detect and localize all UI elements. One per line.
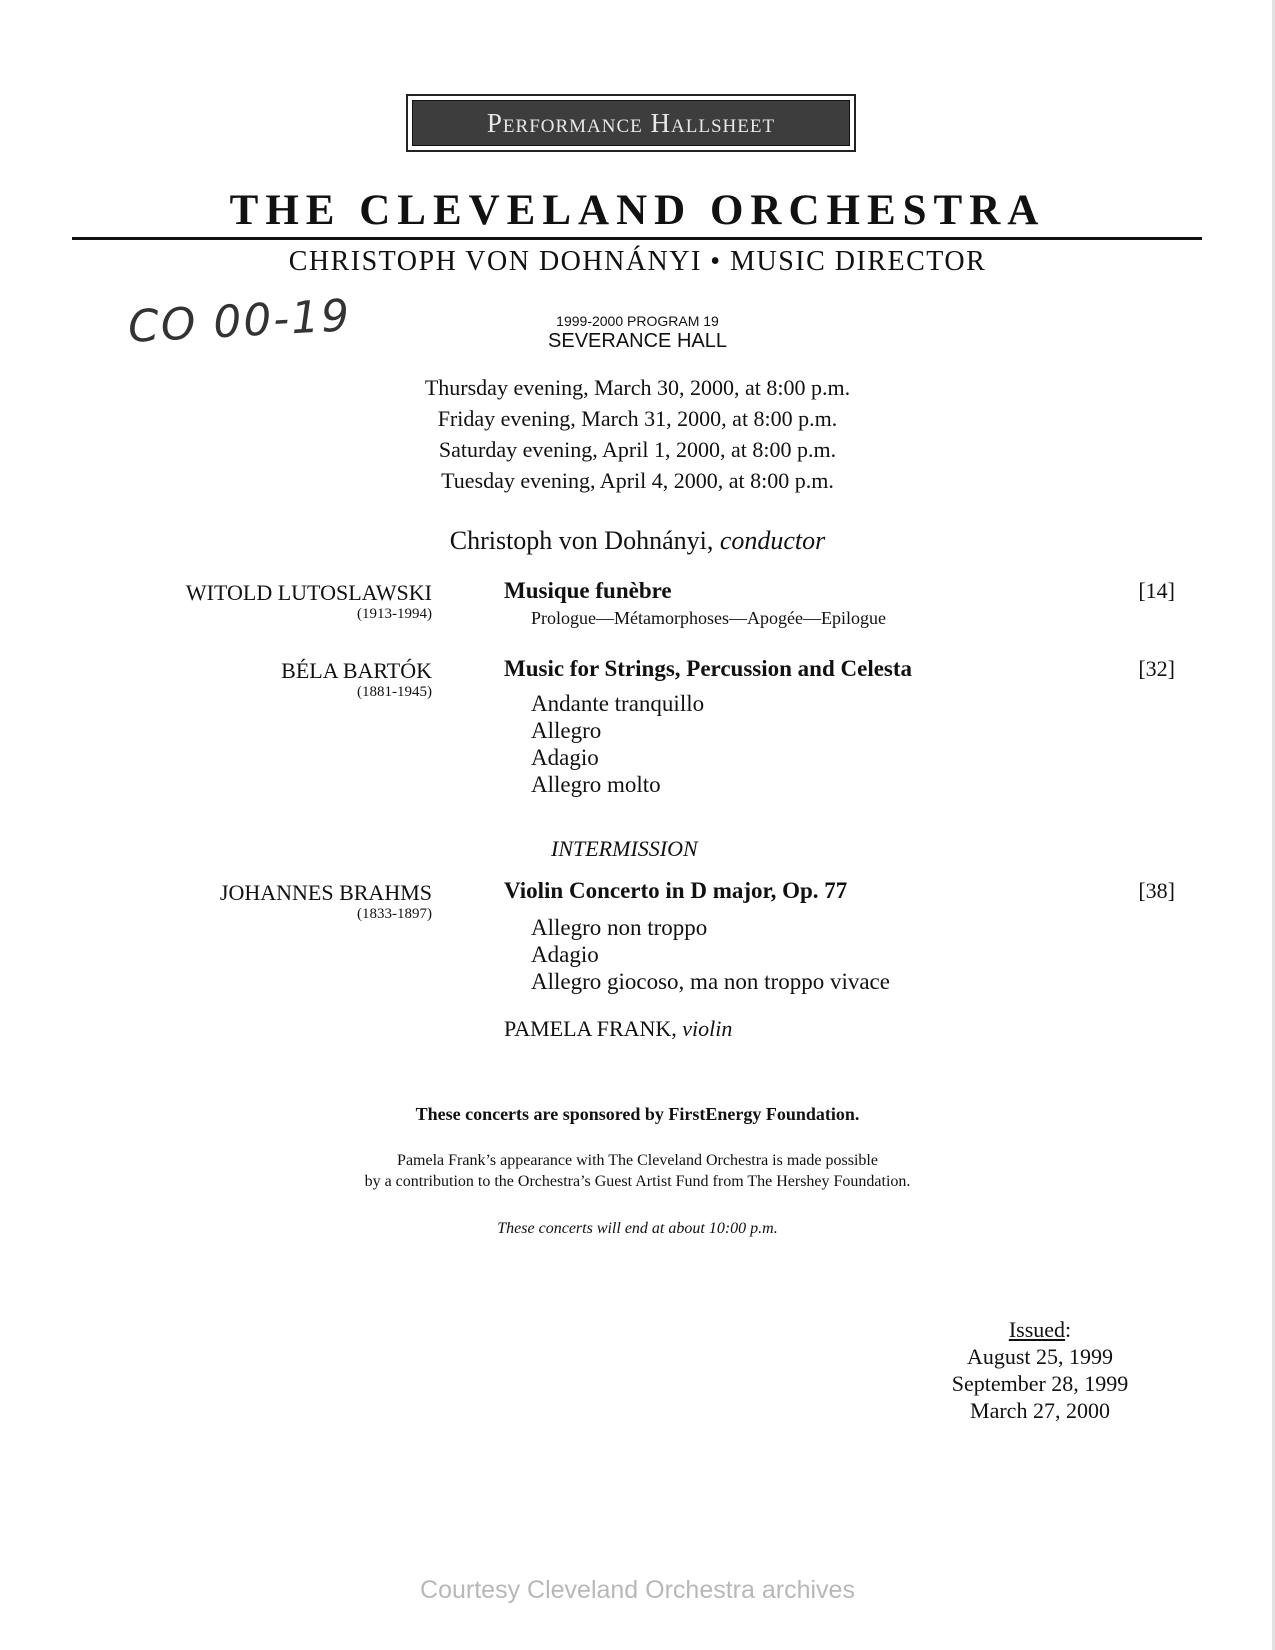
movement: Allegro non troppo	[531, 915, 708, 940]
performance-date: Friday evening, March 31, 2000, at 8:00 p.m.	[437, 406, 838, 431]
movements-line: Prologue—Métamorphoses—Apogée—Epilogue	[531, 608, 886, 628]
handwritten-code: CO 00-19	[126, 290, 353, 353]
movement-list	[531, 914, 890, 995]
soloist-name: PAMELA FRANK,	[504, 1016, 677, 1041]
composer-years: (1913-1994)	[357, 606, 432, 622]
program-number: 1999-2000 PROGRAM 19	[556, 313, 719, 329]
movement: Andante tranquillo	[531, 691, 705, 716]
music-director-line: CHRISTOPH VON DOHNÁNYI • MUSIC DIRECTOR	[288, 246, 987, 277]
work-title: Violin Concerto in D major, Op. 77	[504, 878, 848, 903]
composer-years: (1833-1897)	[357, 906, 432, 922]
movement: Adagio	[531, 745, 599, 770]
performance-dates	[0, 372, 1275, 496]
work-duration: [32]	[1138, 656, 1175, 681]
composer-name: BÉLA BARTÓK	[281, 658, 432, 683]
title-divider	[72, 237, 1202, 240]
archive-credit: Courtesy Cleveland Orchestra archives	[420, 1576, 855, 1604]
work-title: Musique funèbre	[504, 578, 672, 603]
guest-note-line: by a contribution to the Orchestra’s Guest Artist Fund from The Hershey Foundation.	[364, 1173, 911, 1190]
movement: Adagio	[531, 942, 599, 967]
guest-note-line: Pamela Frank’s appearance with The Cleveland Orchestra is made possible	[397, 1152, 878, 1169]
composer-name: WITOLD LUTOSLAWSKI	[185, 580, 432, 605]
conductor-line	[0, 526, 1275, 556]
conductor-name: Christoph von Dohnányi,	[449, 526, 714, 555]
end-time-note: These concerts will end at about 10:00 p.m.	[497, 1220, 778, 1237]
issued-date: March 27, 2000	[970, 1398, 1110, 1423]
soloist-line	[504, 1016, 732, 1042]
intermission: INTERMISSION	[551, 836, 698, 861]
work-duration: [38]	[1138, 878, 1175, 903]
composer-years: (1881-1945)	[357, 684, 432, 700]
work-duration: [14]	[1138, 578, 1175, 603]
issued-block: Issued: August 25, 1999 September 28, 1999 March 27, 2000	[920, 1316, 1160, 1424]
issued-date: August 25, 1999	[966, 1344, 1114, 1369]
guest-artist-note	[0, 1150, 1275, 1192]
movement-list	[531, 690, 704, 798]
orchestra-title: THE CLEVELAND ORCHESTRA	[229, 187, 1046, 234]
performance-date: Thursday evening, March 30, 2000, at 8:00 p.m.	[424, 375, 851, 400]
hallsheet-badge-label: Performance Hallsheet	[412, 100, 850, 146]
soloist-instrument: violin	[682, 1016, 733, 1041]
hallsheet-badge	[406, 94, 856, 152]
composer-name: JOHANNES BRAHMS	[219, 880, 432, 905]
issued-label: Issued	[1008, 1317, 1066, 1342]
movement: Allegro	[531, 718, 602, 743]
venue: SEVERANCE HALL	[548, 330, 727, 352]
performance-date: Saturday evening, April 1, 2000, at 8:00 p.m.	[438, 437, 837, 462]
movement: Allegro giocoso, ma non troppo vivace	[531, 969, 890, 994]
issued-date: September 28, 1999	[951, 1371, 1129, 1396]
sponsor-note: These concerts are sponsored by FirstEnergy Foundation.	[415, 1104, 860, 1124]
performance-date: Tuesday evening, April 4, 2000, at 8:00 p.m.	[441, 468, 834, 493]
conductor-role: conductor	[719, 526, 826, 555]
movement: Allegro molto	[531, 772, 661, 797]
work-title: Music for Strings, Percussion and Celesta	[504, 656, 913, 681]
